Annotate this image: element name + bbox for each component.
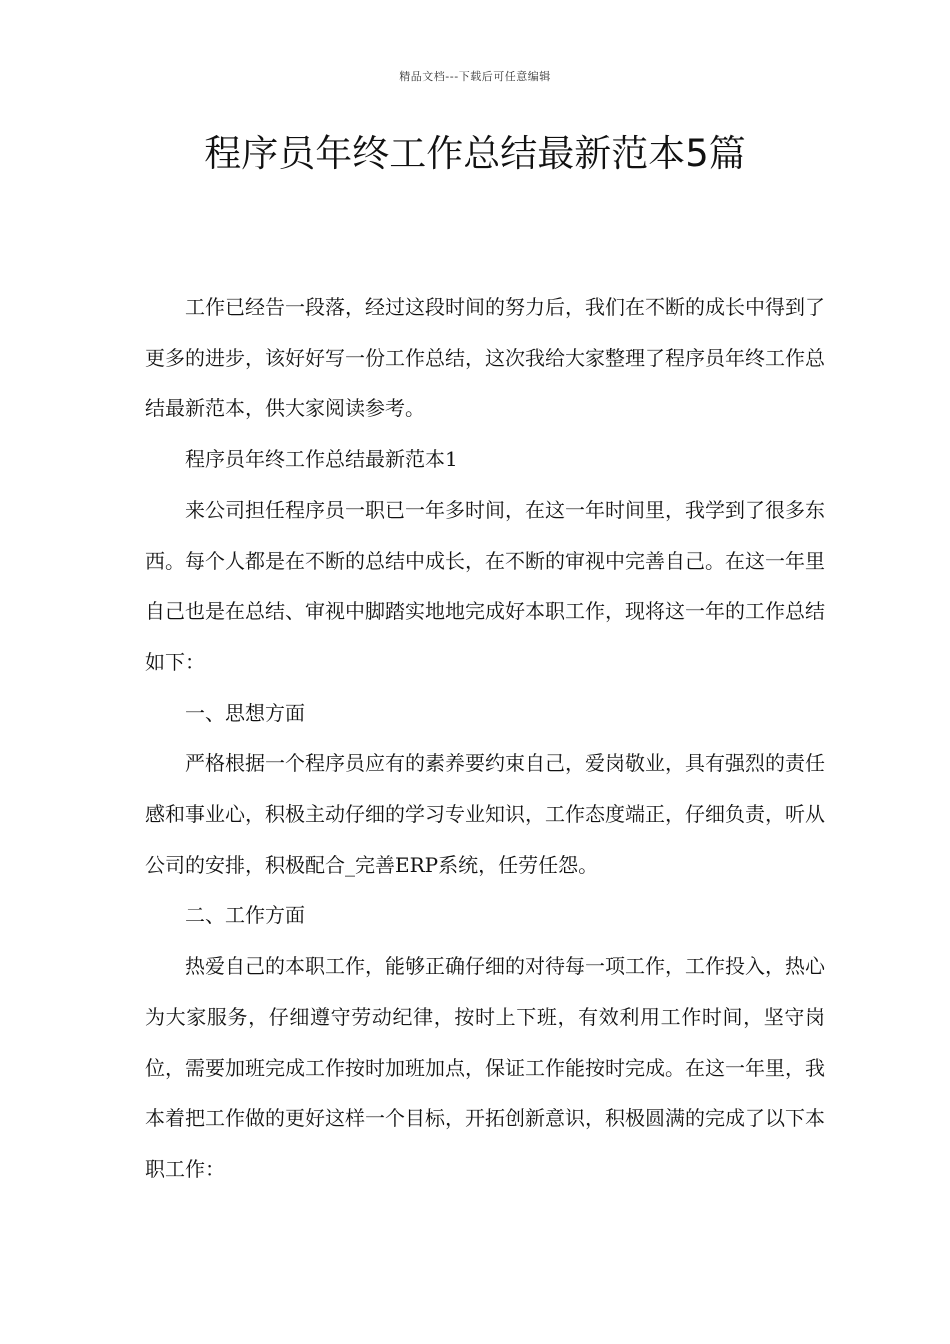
subheading-work: 二、工作方面 (185, 903, 305, 928)
body-paragraph: 严格根据一个程序员应有的素养要约束自己，爱岗敬业，具有强烈的责任感和事业心，积极主动仔细的学习专业知识，工作态度端正，仔细负责，听从公司的安排，积极配合_完善ERP系统，任劳任怨。 (145, 751, 825, 877)
document-title: 程序员年终工作总结最新范本5篇 (204, 132, 746, 175)
intro-paragraph: 工作已经告一段落，经过这段时间的努力后，我们在不断的成长中得到了更多的进步，该好好写一份工作总结，这次我给大家整理了程序员年终工作总结最新范本，供大家阅读参考。 (145, 295, 825, 421)
document-body (145, 282, 825, 1195)
header-note: 精品文档---下载后可任意编辑 (399, 70, 551, 83)
body-paragraph: 来公司担任程序员一职已一年多时间，在这一年时间里，我学到了很多东西。每个人都是在不断的总结中成长，在不断的审视中完善自己。在这一年里自己也是在总结、审视中脚踏实地地完成好本职工作，现将这一年的工作总结如下： (145, 497, 825, 674)
subheading-thought: 一、思想方面 (185, 700, 305, 725)
body-paragraph: 热爱自己的本职工作，能够正确仔细的对待每一项工作，工作投入，热心为大家服务，仔细遵守劳动纪律，按时上下班，有效利用工作时间，坚守岗位，需要加班完成工作按时加班加点，保证工作能按时完成。在这一年里，我本着把工作做的更好这样一个目标，开拓创新意识，积极圆满的完成了以下本职工作： (145, 954, 825, 1181)
section-heading-sample-1: 程序员年终工作总结最新范本1 (185, 447, 458, 472)
